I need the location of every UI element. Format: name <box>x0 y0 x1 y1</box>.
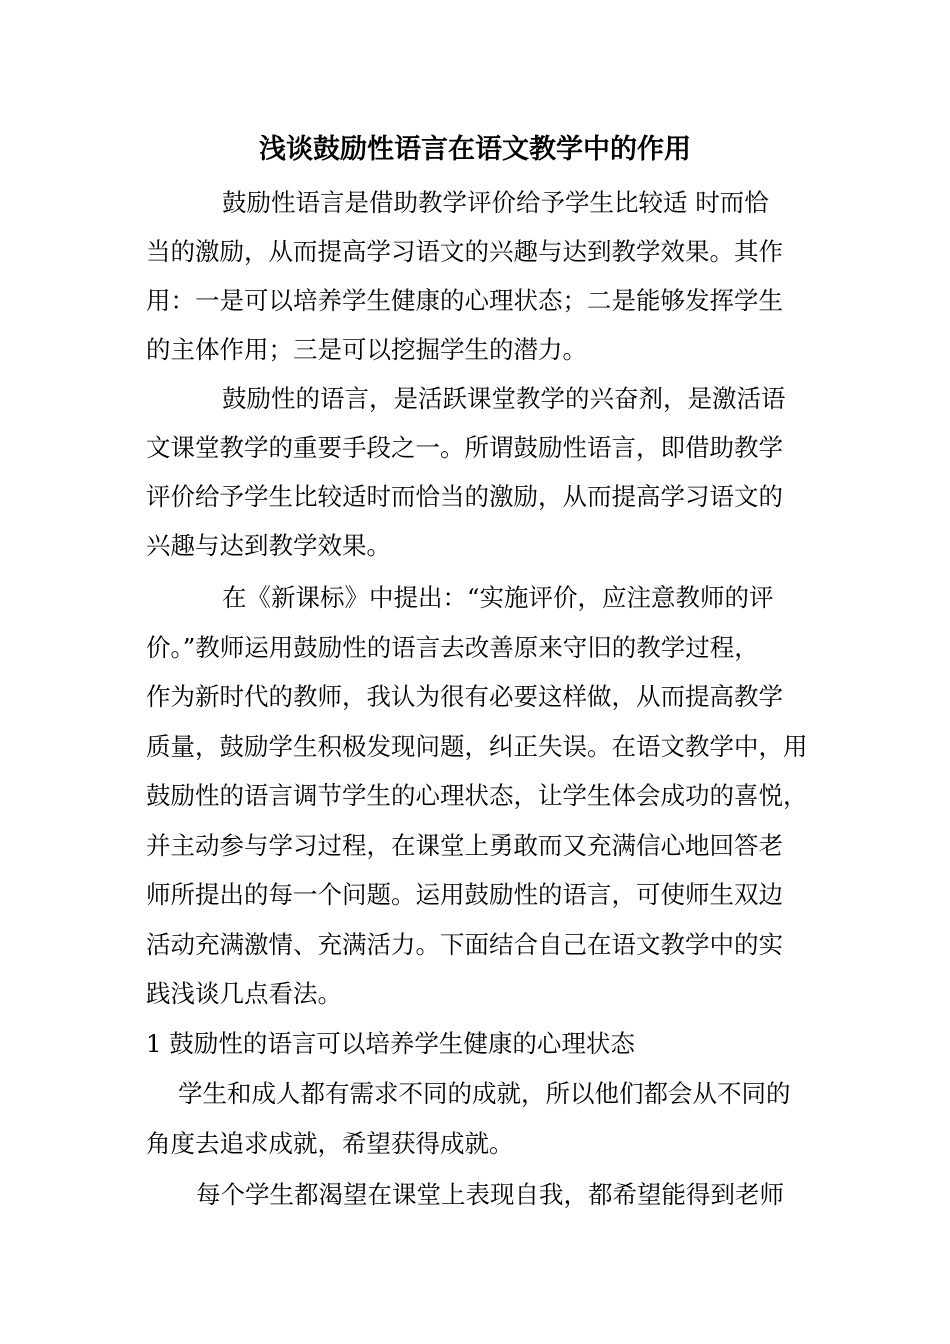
paragraph-line: 兴趣与达到教学效果。 <box>146 531 391 560</box>
paragraph-line: 文课堂教学的重要手段之一。所谓鼓励性语言，即借助教学 <box>146 433 783 462</box>
section-heading: 1 鼓励性的语言可以培养学生健康的心理状态 <box>146 1029 635 1058</box>
paragraph-line: 评价给予学生比较适时而恰当的激励，从而提高学习语文的 <box>146 482 783 511</box>
paragraph-line: 价。”教师运用鼓励性的语言去改善原来守旧的教学过程， <box>146 633 759 662</box>
paragraph-line: 践浅谈几点看法。 <box>146 979 342 1008</box>
paragraph-line: 用：一是可以培养学生健康的心理状态；二是能够发挥学生 <box>146 286 783 315</box>
paragraph-line: 学生和成人都有需求不同的成就，所以他们都会从不同的 <box>178 1079 791 1108</box>
paragraph-line: 鼓励性语言是借助教学评价给予学生比较适 时而恰 <box>222 188 769 217</box>
paragraph-line: 在《新课标》中提出：“实施评价，应注意教师的评 <box>222 583 774 612</box>
paragraph-line: 质量，鼓励学生积极发现问题，纠正失误。在语文教学中，用 <box>146 732 808 761</box>
paragraph-line: 活动充满激情、充满活力。下面结合自己在语文教学中的实 <box>146 930 783 959</box>
paragraph-line: 鼓励性的语言，是活跃课堂教学的兴奋剂，是激活语 <box>222 384 786 413</box>
document-title: 浅谈鼓励性语言在语文教学中的作用 <box>259 134 691 165</box>
paragraph-line: 角度去追求成就，希望获得成就。 <box>146 1129 514 1158</box>
paragraph-line: 每个学生都渴望在课堂上表现自我，都希望能得到老师 <box>196 1180 784 1209</box>
paragraph-line: 作为新时代的教师，我认为很有必要这样做，从而提高教学 <box>146 682 783 711</box>
paragraph-line: 并主动参与学习过程，在课堂上勇敢而又充满信心地回答老 <box>146 831 783 860</box>
paragraph-line: 师所提出的每一个问题。运用鼓励性的语言，可使师生双边 <box>146 880 783 909</box>
paragraph-line: 鼓励性的语言调节学生的心理状态，让学生体会成功的喜悦， <box>146 781 808 810</box>
paragraph-line: 的主体作用；三是可以挖掘学生的潜力。 <box>146 335 587 364</box>
paragraph-line: 当的激励，从而提高学习语文的兴趣与达到教学效果。其作 <box>146 237 783 266</box>
